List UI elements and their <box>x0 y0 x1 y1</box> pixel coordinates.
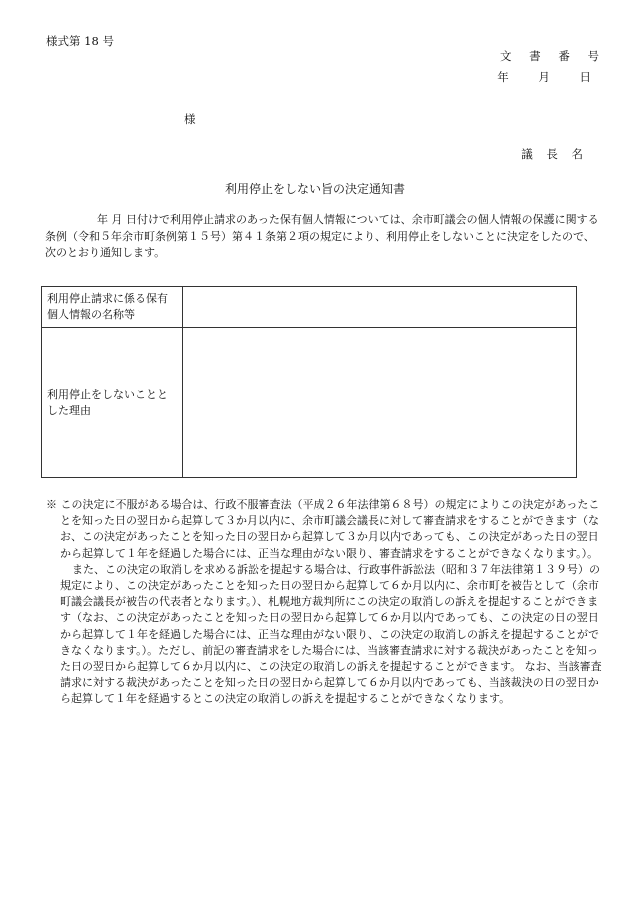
table-row <box>42 328 577 478</box>
chair-name: 議 長 名 <box>521 147 588 161</box>
notes-section <box>46 497 606 708</box>
reason-value <box>183 328 577 478</box>
table-row <box>42 287 577 328</box>
addressee: 様 <box>184 112 196 126</box>
reason-label: 利用停止をしないこととした理由 <box>42 328 183 478</box>
body-paragraph <box>45 212 600 262</box>
info-name-value <box>183 287 577 328</box>
form-number: 様式第 18 号 <box>46 34 114 48</box>
note-paragraph-1: ※ この決定に不服がある場合は、行政不服審査法（平成２６年法律第６８号）の規定によりこの決定があったことを知った日の翌日から起算して３か月以内に、余市町議会議長に対して審査請求をすることができます（なお、この決定があったことを知った日の翌日から起算して３か月以内であっても、この決定があった日の翌日から起算して１年を経過した場合には、正当な理由がない限り、審査請求をすることができなくなります。）。 <box>46 498 600 560</box>
document-title: 利用停止をしない旨の決定通知書 <box>224 182 405 196</box>
body-text: 年 月 日付けで利用停止請求のあった保有個人情報については、余市町議会の個人情報の保護に関する条例（令和５年余市町条例第１５号）第４１条第２項の規定により、利用停止をしないことに決定をしたので、次のとおり通知します。 <box>45 213 599 259</box>
document-number: 文 書 番 号 <box>500 49 606 63</box>
info-name-label: 利用停止請求に係る保有個人情報の名称等 <box>42 287 183 328</box>
date-field: 年 月 日 <box>497 70 604 84</box>
note-paragraph-2: また、この決定の取消しを求める訴訟を提起する場合は、行政事件訴訟法（昭和３７年法律第１３９号）の規定により、この決定があったことを知った日の翌日から起算して６か月以内に、余市町を被告として（余市町議会議長が被告の代表者となります。）、札幌地方裁判所にこの決定の取消しの訴えを提起することができます（なお、この決定があったことを知った日の翌日から起算して６か月以内であっても、この決定の日の翌日から起算して１年を経過した場合には、正当な理由がない限り、この決定の取消しの訴えを提起することができなくなります。）。ただし、前記の審査請求をした場合には、当該審査請求に対する裁決があったことを知った日の翌日から起算して６か月以内に、この決定の取消しの訴えを提起することができます。 なお、当該審査請求に対する裁決があったことを知った日の翌日から起算して６か月以内であっても、当該裁決の日の翌日から起算して１年を経過するとこの決定の取消しの訴えを提起することができなくなります。 <box>60 562 602 706</box>
decision-table <box>41 286 577 478</box>
